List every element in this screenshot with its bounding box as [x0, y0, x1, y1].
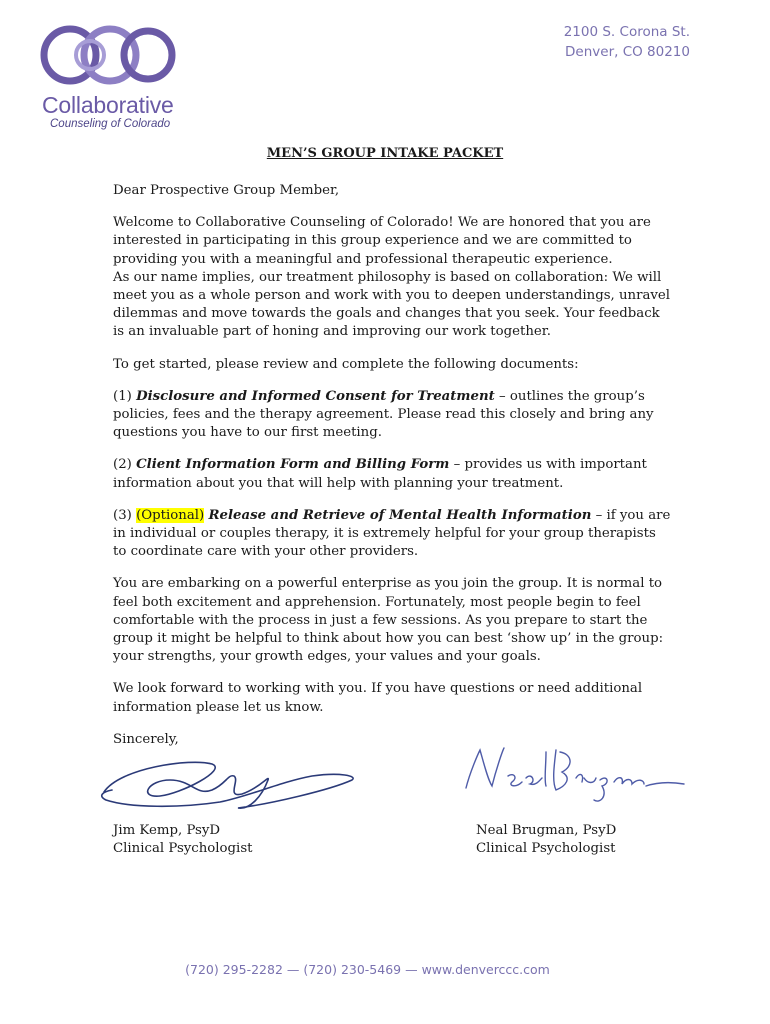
document-name: Client Information Form and Billing Form: [136, 457, 450, 473]
footer-contact: (720) 295-2282 — (720) 230-5469 — www.denverccc.com: [185, 962, 550, 977]
signature-jim-kemp: [100, 750, 360, 820]
signer-left: [113, 822, 252, 858]
document-number: (1): [113, 388, 132, 404]
document-item-2: [113, 456, 673, 492]
document-item-1: [113, 388, 673, 443]
document-item-3: [113, 507, 673, 562]
signoff: Sincerely,: [113, 731, 179, 747]
closing-paragraph-2: We look forward to working with you. If you have questions or need additional information please let us know.: [113, 681, 643, 715]
interlocking-rings-logo-icon: [40, 22, 180, 92]
closing-paragraph-1: You are embarking on a powerful enterprise as you join the group. It is normal to feel both excitement and apprehension. Fortunately, most people begin to feel comfortable with the process in just a few sessions. As you prepare to start the group it might be helpful to think about how you can best ‘show up’ in the group: your strengths, your growth edges, your values and your goals.: [113, 576, 664, 665]
signer-name: Jim Kemp, PsyD: [113, 823, 221, 838]
document-number: (3): [113, 507, 132, 523]
logo: [40, 22, 180, 132]
address-line-2: Denver, CO 80210: [565, 44, 690, 60]
greeting: Dear Prospective Group Member,: [113, 183, 340, 198]
letter-body: [113, 182, 673, 749]
signer-right: [476, 822, 616, 858]
address: [564, 22, 690, 62]
document-description: – outlines the group’s policies, fees and the therapy agreement. Please read this closely and bring any questions you have to our first meeting.: [113, 388, 654, 441]
signer-title: Clinical Psychologist: [476, 841, 616, 857]
document-name: Disclosure and Informed Consent for Treatment: [136, 388, 495, 404]
documents-intro: To get started, please review and complete the following documents:: [113, 356, 579, 372]
signer-title: Clinical Psychologist: [113, 841, 253, 857]
document-description: – provides us with important information about you that will help with planning your treatment.: [113, 457, 647, 491]
optional-highlight: (Optional): [136, 507, 205, 523]
page-title: MEN’S GROUP INTAKE PACKET: [266, 146, 504, 161]
document-description: – if you are in individual or couples therapy, it is extremely helpful for your group therapists to coordinate care with your other providers.: [113, 507, 671, 560]
intro-paragraph-2: As our name implies, our treatment philosophy is based on collaboration: We will meet you as a whole person and work with you to deepen understandings, unravel dilemmas and move towards the goals and changes that you seek. Your feedback is an invaluable part of honing and improving our work together.: [113, 269, 671, 340]
logo-subtitle: Counseling of Colorado: [50, 118, 171, 130]
signature-neal-brugman: [458, 742, 688, 812]
address-line-1: 2100 S. Corona St.: [563, 24, 690, 40]
signer-name: Neal Brugman, PsyD: [476, 823, 617, 838]
intro-paragraph-1: Welcome to Collaborative Counseling of Colorado! We are honored that you are interested in participating in this group experience and we are committed to providing you with a meaningful and professional therapeutic experience.: [113, 215, 651, 267]
logo-name: Collaborative: [42, 92, 174, 118]
document-name: Release and Retrieve of Mental Health Information: [208, 507, 592, 523]
document-number: (2): [113, 457, 132, 473]
